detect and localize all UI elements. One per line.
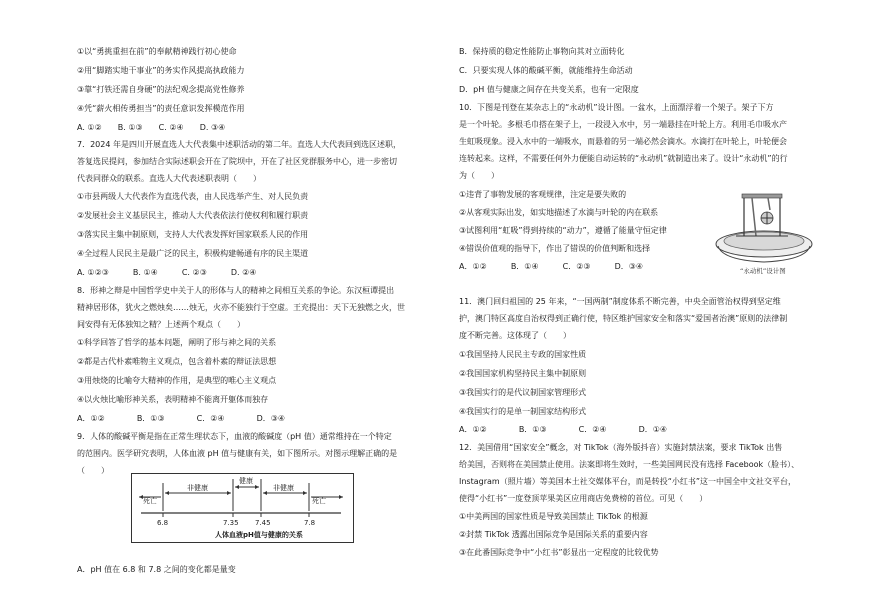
label-unhealthy-left: 非健康	[187, 484, 208, 492]
left-text-line: ②都是古代朴素唯物主义观点，包含着朴素的辩证法思想	[77, 357, 277, 366]
tick-7-35: 7.35	[223, 519, 239, 527]
left-text-line: A．pH 值在 6.8 和 7.8 之间的变化都是量变	[77, 565, 236, 574]
left-text-line: A. ①② B. ①③ C. ②④ D. ③④	[77, 123, 226, 132]
right-text-line: 是一个叶轮。多根毛巾搭在架子上，一段浸入水中，另一端悬挂在叶轮上方。利用毛巾吸水产	[459, 120, 787, 129]
right-text-line: ①中美两国的国家性质是导致美国禁止 TikTok 的根源	[459, 512, 648, 521]
label-healthy: 健康	[239, 477, 253, 485]
perpetual-motion-figure	[712, 188, 816, 276]
right-text-line: 使得“小红书”一度登顶苹果美区应用商店免费榜的首位。可见（ ）	[459, 494, 708, 503]
tick-7-8: 7.8	[304, 519, 316, 527]
right-text-line: C．只要实现人体的酸碱平衡，就能维持生命活动	[459, 66, 633, 75]
left-text-line: ④以火烛比喻形神关系，表明精神不能离开躯体而独存	[77, 395, 269, 404]
right-text-line: A．①② B．①④ C．②③ D．③④	[459, 262, 644, 271]
right-text-line: ④错误价值观的指导下，作出了错误的价值判断和选择	[459, 244, 651, 253]
figure-caption-ph: 人体血液pH值与健康的关系	[215, 531, 303, 539]
right-text-line: 给美国，否则将在美国禁止使用。法案即将生效时，一些美国网民没有选择 Facebook（脸书）、	[459, 460, 800, 469]
tick-7-45: 7.45	[255, 519, 271, 527]
left-text-line: ③落实民主集中制原则，支持人大代表发挥好国家联系人民的作用	[77, 230, 309, 239]
left-text-line: 8．形神之辩是中国哲学史中关于人的形体与人的精神之间相互关系的争论。东汉桓谭提出	[77, 286, 395, 295]
left-text-line: 7．2024 年是四川开展直选人大代表集中述职活动的第二年。直选人大代表回到选区述职，	[77, 140, 401, 149]
right-text-line: ③试图利用“虹吸”得到持续的“动力”，遵循了能量守恒定律	[459, 226, 667, 235]
right-text-line: 11．澳门回归祖国的 25 年来，“一国两制”制度体系不断完善，中央全面管治权得到坚定维	[459, 297, 781, 306]
left-text-line: 9．人体的酸碱平衡是指在正常生理状态下，血液的酸碱度（pH 值）通常维持在一个特定	[77, 432, 392, 441]
right-text-line: 护，澳门特区高度自治权得到正确行使，特区维护国家安全和落实“爱国者治澳”原则的法律制	[459, 314, 788, 323]
ph-health-figure	[131, 473, 354, 543]
right-text-line: ①我国坚持人民民主专政的国家性质	[459, 350, 587, 359]
left-text-line: 间安得有无体独知之精？上述两个观点（ ）	[77, 320, 245, 329]
right-text-line: ③我国实行的是代议制国家管理形式	[459, 388, 587, 397]
right-text-line: 连转起来。这样，不需要任何外力便能自动运转的“永动机”就制造出来了。设计“永动机”的行	[459, 154, 788, 163]
right-text-line: Instagram（照片墙）等美国本土社交媒体平台，而是转投“小红书”这一中国全中文社交平台，	[459, 477, 796, 486]
tick-6-8: 6.8	[157, 519, 169, 527]
left-text-line: 的范围内。医学研究表明，人体血液 pH 值与健康有关，如下图所示。对图示理解正确的是	[77, 449, 398, 458]
figure-caption-machine: “永动机”设计图	[740, 267, 786, 275]
left-text-line: ①科学回答了哲学的基本问题，阐明了形与神之间的关系	[77, 338, 277, 347]
right-text-line: 为（ ）	[459, 171, 499, 180]
right-text-line: ②我国国家机构坚持民主集中制原则	[459, 369, 587, 378]
left-text-line: ③靠“打铁还需自身硬”的法纪观念提高党性修养	[77, 85, 245, 94]
left-text-line: ④凭“薪火相传勇担当”的责任意识发挥模范作用	[77, 104, 245, 113]
left-text-line: ②发展社会主义基层民主，推动人大代表依法行使权利和履行职责	[77, 211, 309, 220]
right-text-line: ②封禁 TikTok 透露出国际竞争是国际关系的重要内容	[459, 530, 648, 539]
left-text-line: ④全过程人民民主是最广泛的民主，积极构建畅通有序的民主渠道	[77, 249, 309, 258]
right-text-line: A．①② B．①③ C．②④ D．①④	[459, 425, 668, 434]
right-text-line: ④我国实行的是单一制国家结构形式	[459, 407, 587, 416]
left-text-line: 精神居形体，犹火之燃烛矣……烛无，火亦不能独行于空虚。王充提出：天下无独燃之火，世	[77, 303, 405, 312]
left-text-line: A. ①②③ B. ①④ C. ②③ D. ②④	[77, 268, 257, 277]
label-unhealthy-right: 非健康	[273, 484, 294, 492]
left-text-line: ①市县两级人大代表作为直选代表，由人民选举产生、对人民负责	[77, 192, 309, 201]
right-text-line: 10．下图是刊登在某杂志上的“永动机”设计图。一盆水，上面漂浮着一个架子。架子下方	[459, 103, 774, 112]
right-text-line: ③在此番国际竞争中“小红书”彰显出一定程度的比较优势	[459, 548, 659, 557]
left-text-line: ②用“脚踏实地干事业”的务实作风提高执政能力	[77, 66, 245, 75]
left-text-line: ①以“勇挑重担在前”的奉献精神践行初心使命	[77, 47, 237, 56]
right-text-line: D．pH 值与健康之间存在共变关系，也有一定限度	[459, 85, 639, 94]
left-text-line: （ ）	[77, 466, 109, 475]
label-death-left: 死亡	[143, 497, 157, 505]
label-death-right: 死亡	[312, 497, 326, 505]
left-text-line: 代表同群众的联系。直选人大代表述职表明（ ）	[77, 174, 261, 183]
right-text-line: 生虹吸现象。浸入水中的一端吸水，而悬着的另一端必然会滴水。水滴打在叶轮上，叶轮便会	[459, 137, 787, 146]
right-text-line: 度不断完善。这体现了（ ）	[459, 331, 571, 340]
left-text-line: 答复选民提问，参加结合实际述职会开在了院坝中，开在了社区党群服务中心，进一步密切	[77, 157, 397, 166]
right-text-line: ①违背了事物发展的客观规律，注定是要失败的	[459, 190, 627, 199]
right-text-line: ②从客观实际出发，如实地描述了水滴与叶轮的内在联系	[459, 208, 659, 217]
left-text-line: A．①② B．①③ C．②④ D．③④	[77, 414, 286, 423]
right-text-line: B．保持质的稳定性能防止事物向其对立面转化	[459, 47, 625, 56]
right-text-line: 12．美国借用“国家安全”概念，对 TikTok（海外版抖音）实施封禁法案，要求 TikTok 出售	[459, 443, 783, 452]
left-text-line: ③用烛烧的比喻夸大精神的作用，是典型的唯心主义观点	[77, 376, 277, 385]
